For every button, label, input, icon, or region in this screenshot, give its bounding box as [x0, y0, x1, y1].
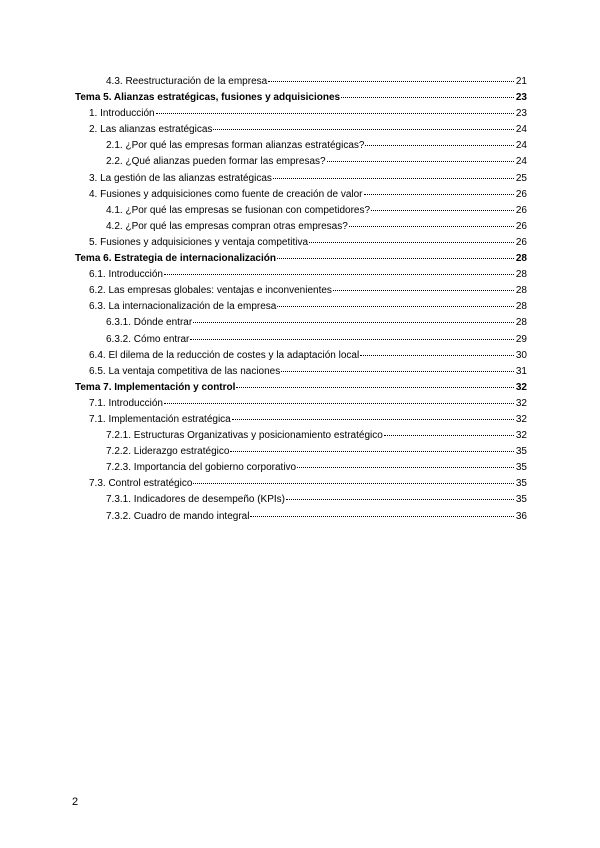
toc-entry-page: 26: [515, 220, 527, 232]
toc-entry-page: 31: [515, 365, 527, 377]
toc-entry-page: 35: [515, 446, 527, 458]
toc-entry[interactable]: [75, 171, 527, 187]
toc-entry[interactable]: [75, 509, 527, 525]
toc-entry-page: 28: [515, 269, 527, 281]
dot-leader: [250, 515, 514, 517]
toc-entry-page: 23: [515, 92, 527, 104]
toc-entry-title: 4.1. ¿Por qué las empresas se fusionan con competidores?: [106, 204, 371, 216]
dot-leader: [365, 144, 514, 146]
toc-entry-page: 25: [515, 172, 527, 184]
dot-leader: [333, 289, 514, 291]
dot-leader: [164, 273, 514, 275]
dot-leader: [341, 96, 514, 98]
toc-entry-title: 4.2. ¿Por qué las empresas compran otras empresas?: [106, 220, 348, 232]
toc-entry-title: 7.3.2. Cuadro de mando integral: [106, 510, 250, 522]
toc-chapter-entry[interactable]: [75, 380, 527, 396]
toc-entry-title: 4.3. Reestructuración de la empresa: [106, 76, 268, 87]
dot-leader: [286, 498, 514, 500]
toc-entry-title: 3. La gestión de las alianzas estratégicas: [89, 172, 272, 184]
toc-entry[interactable]: [75, 74, 527, 90]
dot-leader: [327, 160, 514, 162]
toc-entry-title: 7.3.1. Indicadores de desempeño (KPIs): [106, 494, 285, 506]
toc-entry-page: 26: [515, 236, 527, 248]
dot-leader: [213, 128, 514, 130]
toc-entry-page: 32: [515, 430, 527, 442]
toc-chapter-entry[interactable]: [75, 90, 527, 106]
toc-entry-title: 5. Fusiones y adquisiciones y ventaja competitiva: [89, 236, 309, 248]
toc-entry-title: 7.1. Implementación estratégica: [89, 413, 231, 425]
toc-entry-page: 29: [515, 333, 527, 345]
toc-entry-page: 21: [515, 76, 527, 87]
toc-entry-page: 26: [515, 204, 527, 216]
toc-entry-page: 35: [515, 494, 527, 506]
dot-leader: [360, 354, 514, 356]
toc-entry[interactable]: [75, 348, 527, 364]
dot-leader: [164, 402, 514, 404]
toc-entry-title: 2.1. ¿Por qué las empresas forman alianzas estratégicas?: [106, 140, 365, 152]
toc-entry[interactable]: [75, 122, 527, 138]
toc-entry[interactable]: [75, 235, 527, 251]
toc-entry-page: 24: [515, 124, 527, 136]
toc-entry-title: 4. Fusiones y adquisiciones como fuente de creación de valor: [89, 188, 363, 200]
toc-entry-title: Tema 5. Alianzas estratégicas, fusiones y adquisiciones: [75, 92, 341, 104]
dot-leader: [236, 386, 514, 388]
toc-entry-page: 23: [515, 108, 527, 120]
toc-entry-page: 30: [515, 349, 527, 361]
dot-leader: [190, 338, 514, 340]
toc-entry[interactable]: [75, 428, 527, 444]
toc-entry-title: Tema 7. Implementación y control: [75, 381, 236, 393]
toc-entry-title: 6.2. Las empresas globales: ventajas e inconvenientes: [89, 285, 332, 297]
toc-entry[interactable]: [75, 332, 527, 348]
toc-entry[interactable]: [75, 187, 527, 203]
toc-entry-title: 6.1. Introducción: [89, 269, 163, 281]
toc-entry-title: 6.4. El dilema de la reducción de costes y la adaptación local: [89, 349, 360, 361]
toc-entry-title: 7.1. Introducción: [89, 397, 163, 409]
toc-entry-title: Tema 6. Estrategia de internacionalización: [75, 253, 276, 265]
toc-entry[interactable]: [75, 106, 527, 122]
toc-entry-page: 28: [515, 301, 527, 313]
toc-chapter-entry[interactable]: [75, 251, 527, 267]
toc-entry[interactable]: [75, 444, 527, 460]
toc-entry[interactable]: [75, 492, 527, 508]
toc-entry-page: 35: [515, 462, 527, 474]
toc-entry-page: 32: [515, 381, 527, 393]
toc-entry[interactable]: [75, 364, 527, 380]
dot-leader: [230, 450, 514, 452]
dot-leader: [309, 241, 514, 243]
toc-entry-page: 24: [515, 156, 527, 168]
toc-entry-title: 6.3.1. Dónde entrar: [106, 317, 193, 329]
toc-entry-title: 7.3. Control estratégico: [89, 478, 193, 490]
toc-entry-page: 28: [515, 317, 527, 329]
toc-entry[interactable]: [75, 283, 527, 299]
dot-leader: [193, 482, 514, 484]
toc-entry-page: 32: [515, 413, 527, 425]
toc-entry[interactable]: [75, 138, 527, 154]
toc-entry-title: 6.3.2. Cómo entrar: [106, 333, 190, 345]
toc-entry-title: 2.2. ¿Qué alianzas pueden formar las empresas?: [106, 156, 326, 168]
dot-leader: [277, 305, 514, 307]
toc-entry-page: 24: [515, 140, 527, 152]
toc-entry-page: 35: [515, 478, 527, 490]
page-number: 2: [72, 796, 79, 808]
toc-entry[interactable]: [75, 299, 527, 315]
dot-leader: [384, 434, 514, 436]
dot-leader: [281, 370, 514, 372]
toc-entry-title: 1. Introducción: [89, 108, 155, 120]
toc-entry-page: 26: [515, 188, 527, 200]
toc-entry[interactable]: [75, 315, 527, 331]
toc-entry-page: 28: [515, 285, 527, 297]
toc-entry-page: 28: [515, 253, 527, 265]
toc-entry-title: 2. Las alianzas estratégicas: [89, 124, 213, 136]
dot-leader: [277, 257, 514, 259]
dot-leader: [349, 225, 514, 227]
dot-leader: [232, 418, 514, 420]
toc-entry-title: 6.5. La ventaja competitiva de las naciones: [89, 365, 281, 377]
dot-leader: [156, 112, 514, 114]
dot-leader: [371, 209, 514, 211]
toc-entry-title: 7.2.2. Liderazgo estratégico: [106, 446, 230, 458]
toc-entry[interactable]: [75, 476, 527, 492]
dot-leader: [364, 193, 515, 195]
dot-leader: [193, 321, 514, 323]
toc-entry[interactable]: [75, 396, 527, 412]
toc-entry[interactable]: [75, 154, 527, 170]
toc-entry-page: 32: [515, 397, 527, 409]
toc-entry-title: 7.2.1. Estructuras Organizativas y posicionamiento estratégico: [106, 430, 383, 442]
dot-leader: [268, 80, 514, 82]
toc-entry[interactable]: [75, 267, 527, 283]
toc-entry[interactable]: [75, 412, 527, 428]
toc-entry[interactable]: [75, 203, 527, 219]
toc-entry[interactable]: [75, 219, 527, 235]
dot-leader: [297, 466, 514, 468]
dot-leader: [273, 177, 514, 179]
table-of-contents: [75, 74, 527, 525]
toc-entry[interactable]: [75, 460, 527, 476]
toc-entry-title: 6.3. La internacionalización de la empresa: [89, 301, 277, 313]
toc-entry-page: 36: [515, 510, 527, 522]
toc-entry-title: 7.2.3. Importancia del gobierno corporativo: [106, 462, 297, 474]
